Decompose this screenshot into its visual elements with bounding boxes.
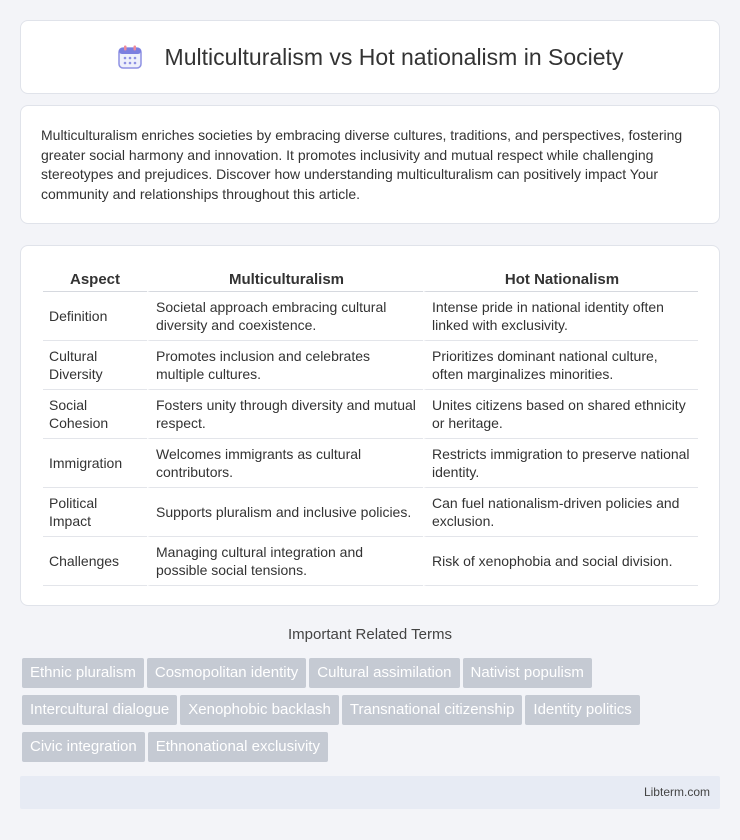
header-aspect: Aspect xyxy=(43,266,147,292)
header-hot-nationalism: Hot Nationalism xyxy=(423,266,698,292)
related-term-tag[interactable]: Ethnonational exclusivity xyxy=(148,732,328,762)
row-aspect: Definition xyxy=(43,292,147,341)
row-multiculturalism: Supports pluralism and inclusive policies. xyxy=(147,488,423,537)
related-term-tag[interactable]: Nativist populism xyxy=(463,658,592,688)
related-term-tag[interactable]: Transnational citizenship xyxy=(342,695,523,725)
row-hot-nationalism: Intense pride in national identity often linked with exclusivity. xyxy=(423,292,698,341)
row-aspect: Immigration xyxy=(43,439,147,488)
row-hot-nationalism: Prioritizes dominant national culture, often marginalizes minorities. xyxy=(423,341,698,390)
row-multiculturalism: Promotes inclusion and celebrates multiple cultures. xyxy=(147,341,423,390)
row-multiculturalism: Fosters unity through diversity and mutual respect. xyxy=(147,390,423,439)
row-hot-nationalism: Risk of xenophobia and social division. xyxy=(423,537,698,586)
related-term-tag[interactable]: Identity politics xyxy=(525,695,639,725)
related-term-tag[interactable]: Cultural assimilation xyxy=(309,658,459,688)
table-row xyxy=(43,390,698,439)
table-row xyxy=(43,292,698,341)
intro-text: Multiculturalism enriches societies by embracing diverse cultures, traditions, and perspectives, fostering greater social harmony and innovation. It promotes inclusivity and mutual respect while challenging stereotypes and prejudices. Discover how understanding multiculturalism can positively impact Your community and relationships throughout this article. xyxy=(41,127,683,202)
row-hot-nationalism: Can fuel nationalism-driven policies and exclusion. xyxy=(423,488,698,537)
header-card xyxy=(20,20,720,94)
row-hot-nationalism: Unites citizens based on shared ethnicity or heritage. xyxy=(423,390,698,439)
related-term-tag[interactable]: Ethnic pluralism xyxy=(22,658,144,688)
row-hot-nationalism: Restricts immigration to preserve national identity. xyxy=(423,439,698,488)
row-aspect: Cultural Diversity xyxy=(43,341,147,390)
related-term-tag[interactable]: Intercultural dialogue xyxy=(22,695,177,725)
intro-card xyxy=(20,105,720,224)
row-aspect: Challenges xyxy=(43,537,147,586)
related-terms-list xyxy=(22,658,712,769)
page-title: Multiculturalism vs Hot nationalism in Society xyxy=(164,43,624,70)
footer xyxy=(20,776,720,809)
footer-site-link[interactable]: Libterm.com xyxy=(643,785,710,799)
related-terms-title: Important Related Terms xyxy=(288,626,452,643)
table-row xyxy=(43,488,698,537)
table-header-row xyxy=(43,266,698,292)
related-term-tag[interactable]: Cosmopolitan identity xyxy=(147,658,306,688)
comparison-table xyxy=(43,266,698,586)
row-multiculturalism: Managing cultural integration and possible social tensions. xyxy=(147,537,423,586)
row-multiculturalism: Welcomes immigrants as cultural contributors. xyxy=(147,439,423,488)
related-term-tag[interactable]: Xenophobic backlash xyxy=(180,695,339,725)
row-aspect: Social Cohesion xyxy=(43,390,147,439)
related-term-tag[interactable]: Civic integration xyxy=(22,732,145,762)
table-row xyxy=(43,537,698,586)
row-multiculturalism: Societal approach embracing cultural diversity and coexistence. xyxy=(147,292,423,341)
table-row xyxy=(43,341,698,390)
row-aspect: Political Impact xyxy=(43,488,147,537)
calendar-icon xyxy=(117,44,143,70)
comparison-table-card xyxy=(20,245,720,606)
table-row xyxy=(43,439,698,488)
header-multiculturalism: Multiculturalism xyxy=(147,266,423,292)
